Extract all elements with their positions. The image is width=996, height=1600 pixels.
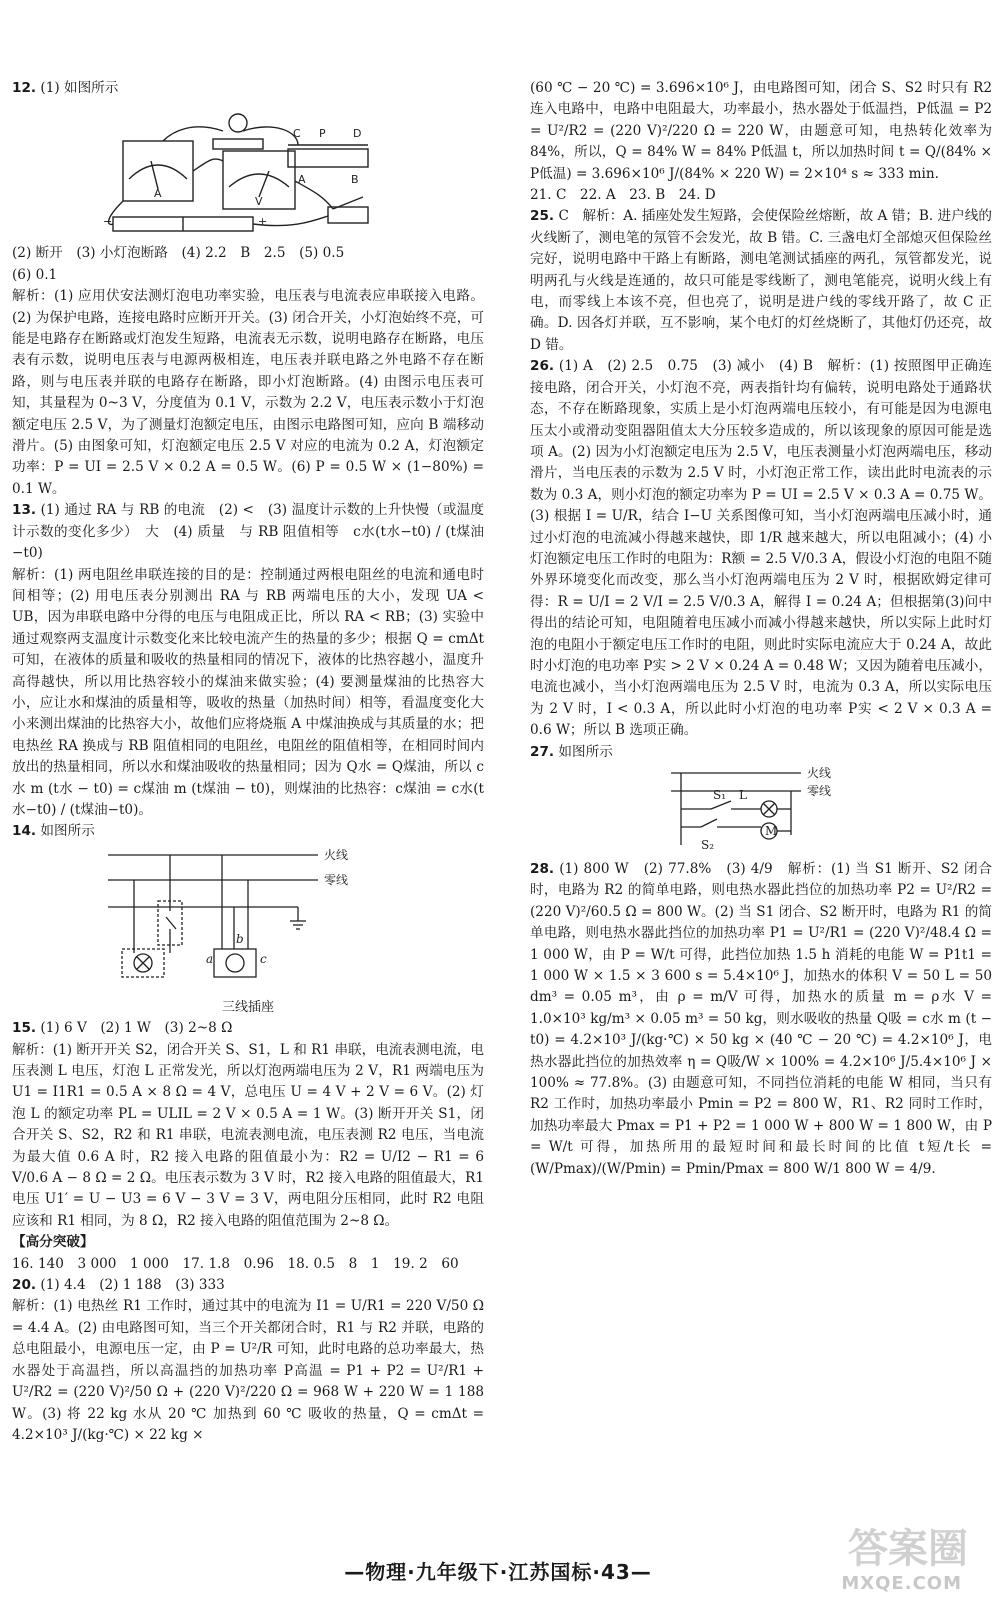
q12-number: 12. [12,80,37,96]
q25-text: C 解析：A. 插座处发生短路，会使保险丝熔断，故 A 错；B. 进户线的火线断了，测电笔的氖管不会发光，故 B 错。C. 三盏电灯全部熄灭但保险丝完好，说明电路中干路上有断路，测电笔测试插座的两孔，氖管都发光，说明两孔与火线是连通的，故只可能是零线断了，测电笔能亮，说明火线上有电，而零线上本该不亮，但也亮了，说明是进户线的零线开路了，故 C 正确。D. 因各灯并联，互不影响，某个电灯的灯丝烧断了，其他灯仍还亮，故 D 错。 [530,208,992,353]
q15-answers: (1) 6 V (2) 1 W (3) 2~8 Ω [40,1020,233,1037]
socket-box-figure [214,949,256,977]
socket-label-a: a [206,951,214,966]
watermark-logo: 答案圈 [848,1526,968,1572]
fig-label-minus: − [103,215,113,229]
q27-fire-label: 火线 [807,766,832,780]
watermark-url: MXQE.COM [841,1573,962,1594]
q14-intro-line [12,821,484,842]
q21-24-answers: 21. C 22. A 23. B 24. D [530,187,716,204]
fig-label-p: P [319,127,326,141]
q27-zero-label: 零线 [807,784,832,798]
q20-block [12,1275,484,1296]
q13-number: 13. [12,502,37,519]
socket-label-b: b [236,931,244,946]
fire-line-label: 火线 [324,847,349,862]
q20-continued: (60 ℃ − 20 ℃) = 3.696×10⁶ J，由电路图可知，闭合 S、S2 时只有 R2 连入电路中，电路中电阻最大，功率最小，热水器处于低温挡，P低温 = P2 = U²/R2 = (220 V)²/220 Ω = 220 W，由题意可知，电热转化效率为 84%，所以，Q = 84% W = 84% P低温 t，所以加热时间 t = Q/(84% × P低温) = 3.696×10⁶ J/(84% × 220 W) = 2×10⁴ s ≈ 333 min. [530,80,992,182]
zero-line-label: 零线 [324,872,349,887]
switch-figure [328,207,368,223]
right-column [530,78,992,1180]
section-title: 【高分突破】 [12,1234,94,1251]
fig-label-d: D [353,127,362,141]
q12-answers2: (6) 0.1 [12,266,58,283]
q12-analysis: 解析：(1) 应用伏安法测灯泡电功率实验，电压表与电流表应串联接入电路。(2) 为保护电路，连接电路时应断开开关。(3) 闭合开关，小灯泡始终不亮，可能是电路存在断路或灯泡发生短路，电流表无示数，说明电路存在断路，电压表有示数，说明电压表与电源两极相连，电压表并联电路之外电路不存在断路，则与电压表并联的电路存在断路，即小灯泡断路。(4) 由图示电压表可知，其量程为 0~3 V，分度值为 0.1 V，示数为 2.2 V，电压表示数小于灯泡额定电压 2.5 V，为了测量灯泡额定电压，由图示电路图可知，应向 B 端移动滑片。(5) 由图象可知，灯泡额定电压 2.5 V 对应的电流为 0.2 A，灯泡额定功率：P = UI = 2.5 V × 0.2 A = 0.5 W。(6) P = 0.5 W × (1−80%) = 0.1 W。 [12,288,484,497]
q12-intro-line [12,78,484,99]
q26-number: 26. [530,358,555,375]
q27-intro-line [530,742,992,763]
left-column [12,78,484,1446]
fig-label-ammeter: A [154,187,162,201]
q12-answers1: (2) 断开 (3) 小灯泡断路 (4) 2.2 B 2.5 (5) 0.5 [12,245,345,262]
q20-answers: (1) 4.4 (2) 1 188 (3) 333 [40,1277,225,1294]
q13-block [12,500,484,564]
q27-m-label: M [765,824,778,838]
fig-label-c: C [293,127,301,141]
fig-label-b: B [351,173,359,187]
fig-label-voltmeter: V [255,195,263,209]
q27-intro: 如图所示 [558,743,613,760]
q28-number: 28. [530,861,555,877]
q14-intro: 如图所示 [40,823,95,840]
q15-analysis: 解析：(1) 断开开关 S2，闭合开关 S、S1，L 和 R1 串联，电流表测电流，电压表测 L 电压，灯泡 L 正常发光，所以灯泡两端电压为 2 V，R1 两端电压为 U1 = I1R1 = 0.5 A × 8 Ω = 4 V，总电压 U = 4 V + 2 V = 6 V。(2) 灯泡 L 的额定功率 PL = ULIL = 2 V × 0.5 A = 1 W。(3) 断开开关 S1，闭合开关 S、S2，R2 和 R1 串联，电流表测电流，电压表测 R2 电压，当电流为最大值 0.6 A 时，R2 接入电路的阻值最小为：R2 = U/I2 − R1 = 6 V/0.6 A − 8 Ω = 2 Ω。电压表示数为 3 V 时，R2 接入电路的阻值最大，R1 电压 U1′ = U − U3 = 6 V − 3 V = 3 V，两电阻分压相同，此时 R2 电阻应该和 R1 相同，为 8 Ω，R2 接入电路的阻值范围为 2~8 Ω。 [12,1041,484,1229]
q15-number: 15. [12,1020,37,1037]
q25-block [530,206,992,356]
fig-label-a: A [298,173,306,187]
q26-block [530,356,992,741]
rheostat-figure [288,149,368,167]
q20-analysis: 解析：(1) 电热丝 R1 工作时，通过其中的电流为 I1 = U/R1 = 220 V/50 Ω = 4.4 A。(2) 由电路图可知，当三个开关都闭合时，R1 与 R2 并联，电路的总电阻最小，电源电压一定，由 P = U²/R 可知，此时电路的总功率最大，热水器处于高温挡，所以高温挡的加热功率 P高温 = P1 + P2 = U²/R1 + U²/R2 = (220 V)²/50 Ω + (220 V)²/220 Ω = 968 W + 220 W = 1 188 W。(3) 将 22 kg 水从 20 ℃ 加热到 60 ℃ 吸收的热量，Q = cmΔt = 4.2×10³ J/(kg·℃) × 22 kg × [12,1298,484,1443]
q20-number: 20. [12,1277,37,1294]
q13-answers: (1) 通过 RA 与 RB 的电流 (2) < (3) 温度计示数的上升快慢（或温度计示数的变化多少） 大 (4) 质量 与 RB 阻值相等 c水(t水−t0) / (t煤油−t0) [12,502,484,562]
lamp-base-figure [213,139,263,149]
q27-s2-label: S₂ [701,838,715,852]
q13-analysis: 解析：(1) 两电阻丝串联连接的目的是：控制通过两根电阻丝的电流和通电时间相等；(2) 用电压表分别测出 RA 与 RB 两端电压的大小，发现 UA < UB，因为串联电路中分得的电压与电阻成正比，所以 RA < RB；(3) 实验中通过观察两支温度计示数变化来比较电流产生的热量的多少；根据 Q = cmΔt 可知，在液体的质量和吸收的热量相同的情况下，液体的比热容越小，温度升高得越快，所以用比热容较小的煤油来做实验；(4) 要测量煤油的比热容大小，应让水和煤油的质量相等，吸收的热量（加热时间）相等，看温度变化大小来测出煤油的比热容大小，故他们应将烧瓶 A 中煤油换成与其质量的水；把电热丝 RA 换成与 RB 阻值相同的电阻丝，电阻丝的阻值相等，在相同时间内放出的热量相同，所以水和煤油吸收的热量相同；因为 Q水 = Q煤油，所以 c水 m (t水 − t0) = c煤油 m (t煤油 − t0)，则煤油的比热容：c煤油 = c水(t水−t0) / (t煤油−t0)。 [12,566,484,818]
q27-l-label: L [739,788,747,802]
q28-block [530,859,992,1180]
lamp-bulb-figure [229,114,247,132]
q12-intro: (1) 如图所示 [40,80,119,96]
q26-text: (1) A (2) 2.5 0.75 (3) 减小 (4) B 解析：(1) 按照图甲正确连接电路，闭合开关，小灯泡不亮，两表指针均有偏转，说明电路处于通路状态，不存在断路现象，实质上是小灯泡两端电压较小，有可能是因为电源电压太小或滑动变阻器阻值太大分压较多造成的，所以该现象的原因可能是选项 A。(2) 因为小灯泡额定电压为 2.5 V，电压表测量小灯泡两端电压，移动滑片，当电压表的示数为 2.5 V 时，小灯泡正常工作，读出此时电流表的示数为 0.3 A，则小灯泡的额定功率为 P = UI = 2.5 V × 0.3 A = 0.75 W。(3) 根据 I = U/R，结合 I−U 关系图像可知，当小灯泡两端电压减小时，通过小灯泡的电流减小得越来越快，即 1/R 越来越大，所以电阻减小；(4) 小灯泡额定电压工作时的电阻为：R额 = 2.5 V/0.3 A，假设小灯泡的电阻不随外界环境变化而改变，那么当小灯泡两端电压为 2 V 时，根据欧姆定律可得：R = U/I = 2 V/I = 2.5 V/0.3 A，解得 I = 0.24 A；但根据第(3)问中得出的结论可知，电阻随着电压减小而减小得越来越快，所以实际上此时灯泡的电阻小于额定电压工作时的电阻，则此时实际电流应大于 0.24 A，故此时小灯泡的电功率 P实 > 2 V × 0.24 A = 0.48 W；又因为随着电压减小，电流也减小，当小灯泡两端电压为 2.5 V 时，电流为 0.3 A，所以实际电压为 2 V 时，I < 0.3 A，所以此时小灯泡的电功率 P实 < 2 V × 0.3 A = 0.6 W；所以 B 选项正确。 [530,358,992,739]
q14-number: 14. [12,823,37,840]
q14-caption: 三线插座 [221,999,274,1015]
q16-19-answers: 16. 140 3 000 1 000 17. 1.8 0.96 18. 0.5 8 1 19. 2 60 [12,1255,459,1272]
fig-label-plus: + [258,215,268,229]
q27-circuit-figure [651,765,871,857]
q27-s1-label: S₁ [713,788,727,802]
q25-number: 25. [530,208,555,225]
socket-label-c: c [260,951,267,966]
q28-text: (1) 800 W (2) 77.8% (3) 4/9 解析：(1) 当 S1 断开、S2 闭合时，电路为 R2 的简单电路，则电热水器此挡位的加热功率 P2 = U²/R2 = (220 V)²/60.5 Ω = 800 W。(2) 当 S1 闭合、S2 断开时，电路为 R1 的简单电路，则电热水器此挡位的加热功率 P1 = U²/R1 = (220 V)²/48.4 Ω = 1 000 W，由 P = W/t 可得，此挡位加热 1.5 h 消耗的电能 W = P1t1 = 1 000 W × 1.5 × 3 600 s = 5.4×10⁶ J，加热水的体积 V = 50 L = 50 dm³ = 0.05 m³，由 ρ = m/V 可得，加热水的质量 m = ρ水 V = 1.0×10³ kg/m³ × 0.05 m³ = 50 kg，则水吸收的热量 Q吸 = c水 m (t − t0) = 4.2×10³ J/(kg·℃) × 50 kg × (40 ℃ − 20 ℃) = 4.2×10⁶ J，电热水器此挡位的加热效率 η = Q吸/W × 100% = 4.2×10⁶ J/5.4×10⁶ J × 100% ≈ 77.8%。(3) 由题意可知，不同挡位消耗的电能 W 相同，当只有 R2 工作时，加热功率最小 Pmin = P2 = 800 W，R1、R2 同时工作时，加热功率最大 Pmax = P1 + P2 = 1 000 W + 800 W = 1 800 W，由 P = W/t 可得，加热所用的最短时间和最长时间的比值 t短/t长 = (W/Pmax)/(W/Pmin) = Pmin/Pmax = 800 W/1 800 W = 4/9. [530,861,992,1177]
q12-circuit-figure [83,101,413,241]
q27-number: 27. [530,743,555,760]
q14-wiring-figure [88,845,408,995]
page-footer: —物理·九年级下·江苏国标·43— [344,1560,652,1584]
q15-block [12,1018,484,1039]
